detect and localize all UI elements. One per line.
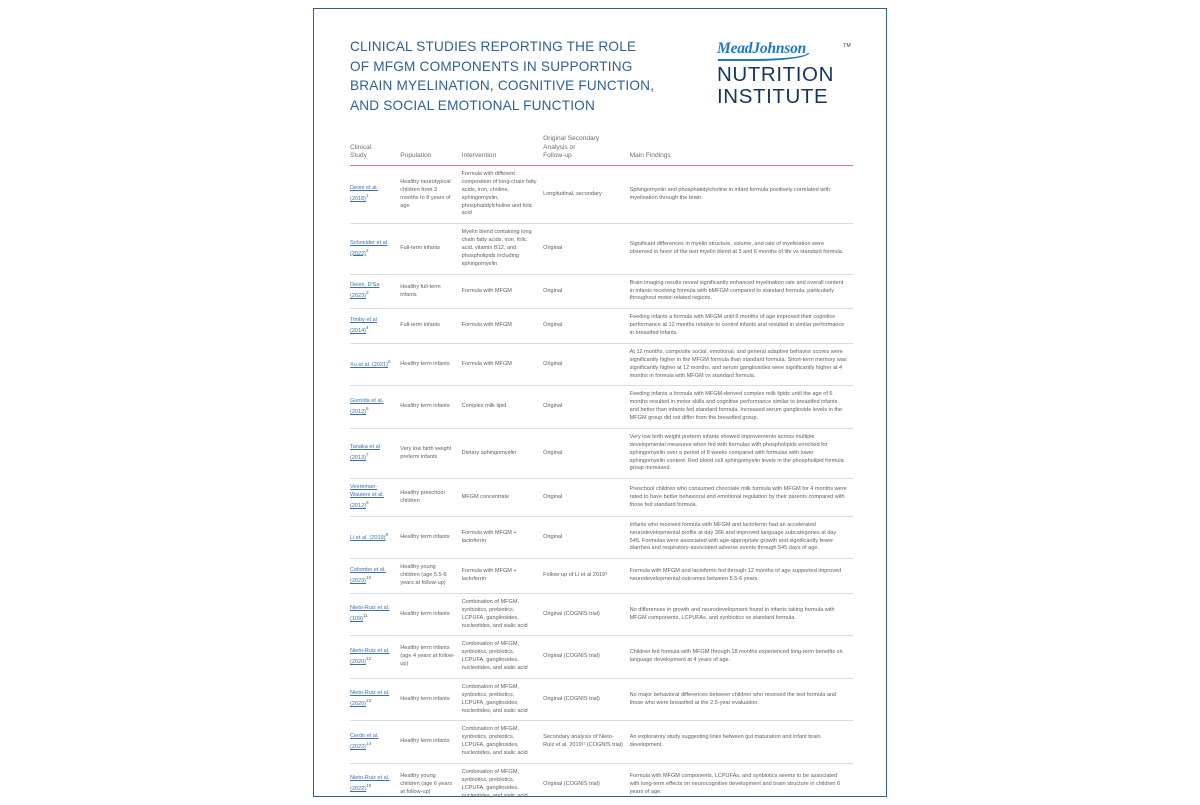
main-findings-cell: At 12 months, composite social, emotional, and general adaptive behavior scores were significantly higher in the MFGM formula than standard formula. Short-term memory was significantly higher at 12 months, and serum gangliosides were significantly higher at 4 months in formula with MFGM vs standard formula. (630, 343, 853, 386)
intervention-cell: Formula with MFGM (462, 274, 543, 309)
main-findings-cell: No major behavioral differences between children who received the test formula and those who were breastfed at the 2.5-year evaluation. (630, 678, 853, 721)
intervention-cell: Formula with different composition of long-chain fatty acids, iron, choline, sphingomyelin, phosphatidylcholine and folic acid (462, 166, 543, 224)
population-cell: Healthy term infants (400, 593, 461, 636)
intervention-cell: Formula with MFGM + lactoferrin (462, 516, 543, 559)
study-citation-cell (350, 386, 400, 429)
main-findings-cell: Formula with MFGM and lactoferrin fed through 12 months of age supported improved neurodevelopmental outcomes between 5.5-6 years. (630, 559, 853, 594)
table-row (350, 516, 853, 559)
intervention-cell: Combination of MFGM, synbiotics, prebiotics, LCPUFA, gangliosides, nucleotides, and sialic acid (462, 593, 543, 636)
analysis-type-cell: Original (COGNIS trial) (543, 678, 630, 721)
main-findings-cell: Preschool children who consumed chocolate milk formula with MFGM for 4 months were rated to have better behavioral and emotional regulation by their parents compared with those fed standard formula. (630, 479, 853, 516)
study-citation-cell (350, 636, 400, 679)
study-link[interactable]: Colombo et al. (2023) (350, 566, 386, 584)
study-reference-number: 4 (366, 324, 369, 330)
main-findings-cell: Significant differences in myelin structure, volume, and rate of myelination were observed in favor of the test myelin blend at 3 and 6 months of life vs standard formula. (630, 224, 853, 274)
study-citation-cell (350, 309, 400, 344)
population-cell: Healthy term infants (400, 386, 461, 429)
table-row (350, 343, 853, 386)
study-link[interactable]: Nieto-Ruiz et al. (2020) (350, 690, 390, 708)
intervention-cell: Myelin blend containing long chain fatty acids, iron, folic acid, vitamin B12, and phospholipids including sphingomyelin (462, 224, 543, 274)
study-citation-cell (350, 166, 400, 224)
analysis-type-cell: Original (543, 479, 630, 516)
study-reference-number: 2 (366, 247, 369, 253)
main-findings-cell: Feeding infants a formula with MFGM until 6 months of age improved their cognitive performance at 12 months relative to control infants and resulted in similar performance in breastfed infants. (630, 309, 853, 344)
study-reference-number: 7 (366, 452, 369, 458)
logo-brand-wordmark: MeadJohnson (717, 41, 806, 60)
population-cell: Healthy full-term infants (400, 274, 461, 309)
population-cell: Healthy term infants (400, 678, 461, 721)
logo-line-nutrition: NUTRITION (717, 62, 834, 86)
study-link[interactable]: Deoni, D'Sa (2023) (350, 282, 380, 299)
analysis-type-cell: Original (543, 343, 630, 386)
column-header-population: Population (400, 135, 461, 166)
intervention-cell: Dietary sphingomyelin (462, 428, 543, 478)
intervention-cell: Combination of MFGM, synbiotics, prebiotics, LCPUFA, gangliosides, nucleotides, and sialic acid (462, 721, 543, 764)
page-title-line-3: BRAIN MYELINATION, COGNITIVE FUNCTION, (350, 78, 655, 94)
study-citation-cell (350, 274, 400, 309)
study-citation-cell (350, 224, 400, 274)
logo-line-institute: INSTITUTE (717, 85, 829, 109)
table-row (350, 224, 853, 274)
study-link[interactable]: Xu et al. (2021) (350, 362, 388, 369)
study-citation-cell (350, 721, 400, 764)
main-findings-cell: Feeding infants a formula with MFGM-derived complex milk lipids until the age of 6 months resulted in motor skills and cognitive performance similar to breastfed infants and better than infants fed standard formula. Increased serum ganglioside levels in the MFGM group did not differ from the breastfed group. (630, 386, 853, 429)
main-findings-cell: An exploratory study suggesting links between gut maturation and infant brain development. (630, 721, 853, 764)
table-row (350, 593, 853, 636)
study-citation-cell (350, 559, 400, 594)
study-link[interactable]: Nieto-Ruiz et al. (109) (350, 605, 390, 623)
main-findings-cell: Brain imaging results reveal significantly enhanced myelination rate and overall content in infants receiving formula with bMFGM compared to standard formula, particularly throughout motor-related regions. (630, 274, 853, 309)
study-link[interactable]: Veereman-Wauters et al. (2012) (350, 484, 385, 509)
column-header-main-findings: Main Findings (630, 135, 853, 166)
table-head (350, 135, 853, 166)
study-link[interactable]: Schneider et al (2022) (350, 239, 388, 257)
study-link[interactable]: Deoni et al. (2018) (350, 185, 379, 203)
intervention-cell: MFGM concentrate (462, 479, 543, 516)
clinical-studies-table (350, 135, 853, 805)
table-row (350, 636, 853, 679)
analysis-type-cell: Original (543, 386, 630, 429)
study-reference-number: 5 (387, 359, 391, 365)
intervention-cell: Complex milk lipid (462, 386, 543, 429)
table-row (350, 274, 853, 309)
study-reference-number: 10 (366, 574, 372, 580)
study-citation-cell (350, 763, 400, 805)
table-row (350, 166, 853, 224)
analysis-type-cell: Original (COGNIS trial) (543, 763, 630, 805)
population-cell: Healthy young children (age 6 years at follow-up) (400, 763, 461, 805)
intervention-cell: Combination of MFGM, synbiotics, prebiotics, LCPUFA, gangliosides, nucleotides, and sialic acid (462, 678, 543, 721)
study-citation-cell (350, 516, 400, 559)
study-link[interactable]: Nieto-Ruiz et al. (2022) (350, 775, 390, 793)
study-link[interactable]: Gurnida et al. (2012) (350, 397, 384, 415)
intervention-cell: Formula with MFGM (462, 343, 543, 386)
table-row (350, 428, 853, 478)
population-cell: Full-term infants (400, 224, 461, 274)
study-reference-number: 14 (366, 740, 372, 746)
intervention-cell: Combination of MFGM, synbiotics, prebiotics, LCPUFA, gangliosides, nucleotides, and sialic acid (462, 763, 543, 805)
main-findings-cell: No differences in growth and neurodevelopment found in infants taking formula with MFGM components, LCPUFAs, and synbiotics vs standard formula. (630, 593, 853, 636)
page-title-line-4: AND SOCIAL EMOTIONAL FUNCTION (350, 98, 595, 114)
main-findings-cell: Children fed formula with MFGM through 18 months experienced long-term benefits on language development at 4 years of age. (630, 636, 853, 679)
poster-header (350, 37, 853, 123)
population-cell: Healthy young children (age 5.5-6 years at follow-up) (400, 559, 461, 594)
table-row (350, 386, 853, 429)
main-findings-cell: Formula with MFGM components, LCPUFAs, and synbiotics seems to be associated with long-term effects on neurocognitive development and brain structure in children 6 years of age. (630, 763, 853, 805)
table-body (350, 166, 853, 805)
analysis-type-cell: Original (543, 428, 630, 478)
table-header-row (350, 135, 853, 166)
table-row (350, 559, 853, 594)
intervention-cell: Formula with MFGM + lactoferrin (462, 559, 543, 594)
analysis-type-cell: Longitudinal, secondary (543, 166, 630, 224)
page-title-line-2: OF MFGM COMPONENTS IN SUPPORTING (350, 58, 633, 74)
analysis-type-cell: Follow-up of Li et al 2019⁹ (543, 559, 630, 594)
analysis-type-cell: Original (COGNIS trial) (543, 593, 630, 636)
study-citation-cell (350, 343, 400, 386)
study-citation-cell (350, 593, 400, 636)
study-citation-cell (350, 428, 400, 478)
analysis-type-cell: Original (543, 274, 630, 309)
study-link[interactable]: Li et al. (2019) (350, 535, 386, 542)
population-cell: Full-term infants (400, 309, 461, 344)
table-row (350, 763, 853, 805)
intervention-cell: Formula with MFGM (462, 309, 543, 344)
study-link[interactable]: Tanaka et al (2013) (350, 444, 380, 462)
main-findings-cell: Sphingomyelin and phosphatidylcholine in infant formula positively correlated with myelination through the brain. (630, 166, 853, 224)
table-row (350, 479, 853, 516)
study-citation-cell (350, 678, 400, 721)
study-link[interactable]: Nieto-Ruiz et al. (2020) (350, 647, 390, 665)
poster-page (313, 8, 887, 797)
column-header-original-secondary-analysis-or-follow-up: Original Secondary Analysis or Follow-up (543, 135, 630, 166)
analysis-type-cell: Original (COGNIS trial) (543, 636, 630, 679)
main-findings-cell: Very low birth weight preterm infants showed improvements across multiple developmental measures when fed with formulas with phospholipids enriched for sphingomyelin over a period of 8 weeks compared with formulas with lower sphingomyelin content. Red blood cell sphingomyelin levels in the phospholipid formula group increased. (630, 428, 853, 478)
column-header-clinical-study: Clinical Study (350, 135, 400, 166)
analysis-type-cell: Original (543, 516, 630, 559)
study-reference-number: 11 (362, 613, 368, 619)
table-row (350, 678, 853, 721)
population-cell: Very low birth weight preterm infants (400, 428, 461, 478)
study-link[interactable]: Cerdo et al. (2022) (350, 732, 379, 750)
study-reference-number: 12 (366, 655, 372, 661)
intervention-cell: Combination of MFGM, synbiotics, prebiotics, LCPUFA, gangliosides, nucleotides, and sialic acid (462, 636, 543, 679)
population-cell: Healthy term infants (400, 721, 461, 764)
study-link[interactable]: Timby et al (2014) (350, 316, 377, 334)
analysis-type-cell: Secondary analysis of Nieto-Ruiz et al. 2019¹¹ (COGNIS trial) (543, 721, 630, 764)
study-reference-number: 1 (366, 193, 369, 199)
population-cell: Healthy term infants (400, 343, 461, 386)
population-cell: Healthy neurotypical children from 3 months to 8 years of age (400, 166, 461, 224)
trademark-icon: TM (843, 43, 851, 49)
study-reference-number: 6 (366, 405, 369, 411)
study-citation-cell (350, 479, 400, 516)
study-reference-number: 9 (385, 532, 389, 538)
mead-johnson-logo (717, 37, 853, 109)
table-row (350, 721, 853, 764)
main-findings-cell: Infants who received formula with MFGM and lactoferrin had an accelerated neurodevelopmental profile at day 366 and improved language subcategories at day 545. Formulas were associated with age-appropriate growth and significantly fewer diarrhea and respiratory-associated adverse events through 545 days of age. (630, 516, 853, 559)
page-title (350, 37, 654, 116)
page-title-line-1: CLINICAL STUDIES REPORTING THE ROLE (350, 39, 637, 54)
population-cell: Healthy term infants (age 4 years at follow-up) (400, 636, 461, 679)
study-reference-number: 13 (366, 698, 372, 704)
population-cell: Healthy preschool children (400, 479, 461, 516)
study-reference-number: 15 (366, 783, 372, 789)
analysis-type-cell: Original (543, 224, 630, 274)
analysis-type-cell: Original (543, 309, 630, 344)
table-row (350, 309, 853, 344)
population-cell: Healthy term infants (400, 516, 461, 559)
study-reference-number: 8 (366, 500, 369, 506)
study-reference-number: 3 (366, 290, 369, 296)
column-header-intervention: Intervention (462, 135, 543, 166)
